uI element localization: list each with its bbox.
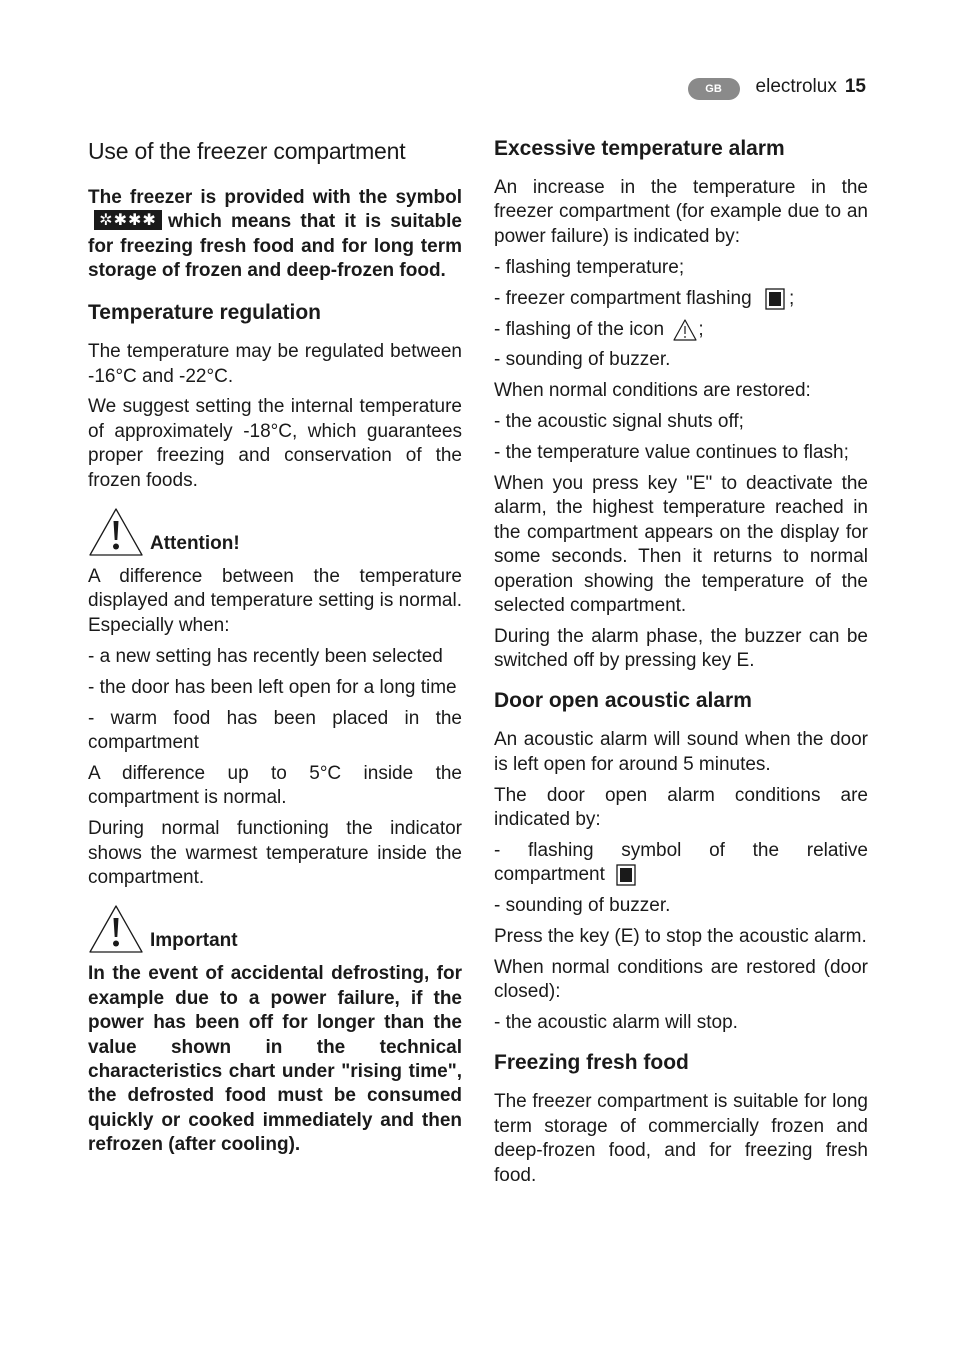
warning-triangle-icon [88,904,144,954]
intro-paragraph [88,186,462,284]
door-item-2: - sounding of buzzer. [494,895,671,917]
attention-paragraph-2: A difference up to 5°C inside the compartment is normal. [88,762,462,809]
alarm-warning-icon [673,319,697,341]
door-alarm-heading: Door open acoustic alarm [494,689,752,713]
alarm-item-6: - the temperature value continues to flash; [494,442,849,464]
four-star-freezer-icon: ✲✱✱✱ [94,210,162,230]
alarm-item-3-text: - flashing of the icon [494,318,665,340]
page-header [688,74,866,100]
attention-block [88,501,462,557]
door-paragraph-1: An acoustic alarm will sound when the door is left open for around 5 minutes. [494,729,868,775]
door-paragraph-4: When normal conditions are restored (door closed): [494,957,868,1003]
attention-label: Attention! [150,533,240,555]
door-item-3: - the acoustic alarm will stop. [494,1012,738,1034]
attention-item-2: - the door has been left open for a long time [88,676,457,698]
attention-item-3: - warm food has been placed in the compartment [88,707,462,753]
temp-paragraph-2: We suggest setting the internal temperature of approximately -18°C, which guarantees proper freezing and conservation of the frozen foods. [88,396,462,491]
compartment-indicator-icon [616,864,636,886]
attention-paragraph-3: During normal functioning the indicator shows the warmest temperature inside the compartment. [88,818,462,889]
fresh-food-heading: Freezing fresh food [494,1051,689,1075]
important-paragraph: In the event of accidental defrosting, for example due to a power failure, if the power has been off for longer than the value shown in the technical characteristics chart under "rising time", the defrosted food must be consumed quickly or cooked immediately and then refrozen (after cooling). [88,963,462,1156]
door-paragraph-2: The door open alarm conditions are indicated by: [494,784,868,831]
door-paragraph-3: Press the key (E) to stop the acoustic alarm. [494,926,867,948]
door-item-1-text: - flashing symbol of the relative compartment [494,839,868,886]
important-block [88,898,462,954]
warning-triangle-icon [88,507,144,557]
left-column [88,136,462,1164]
alarm-item-5: - the acoustic signal shuts off; [494,411,744,433]
alarm-item-2-end: ; [788,287,795,309]
alarm-item-2 [494,287,868,311]
temp-paragraph-1: The temperature may be regulated between -16°C and -22°C. [88,341,462,387]
important-label: Important [150,930,238,952]
intro-text-part1: The freezer is provided with the symbol [88,187,462,208]
alarm-item-3 [494,318,868,342]
compartment-indicator-icon [765,288,785,310]
alarm-item-2-text: - freezer compartment flashing [494,287,752,309]
brand-name: electrolux [755,76,837,97]
section-title: Use of the freezer compartment [88,138,406,164]
alarm-heading: Excessive temperature alarm [494,137,785,160]
alarm-paragraph-2: When normal conditions are restored: [494,380,811,402]
alarm-paragraph-1: An increase in the temperature in the freezer compartment (for example due to an power failure) is indicated by: [494,177,868,247]
intro-text-part2: which means that it is suitable for freezing fresh food and for long term storage of frozen and deep-frozen food. [88,211,462,282]
temp-regulation-heading: Temperature regulation [88,301,321,325]
alarm-paragraph-3: When you press key "E" to deactivate the alarm, the highest temperature reached in the compartment appears on the display for some seconds. Then it returns to normal operation showing the temperature of the selected compartment. [494,473,868,617]
alarm-item-1: - flashing temperature; [494,256,685,278]
alarm-item-3-end: ; [698,318,704,340]
language-badge: GB [688,78,740,100]
page-number: 15 [844,76,866,97]
door-item-1 [494,839,868,888]
attention-item-1: - a new setting has recently been selected [88,645,443,667]
attention-paragraph-1: A difference between the temperature displayed and temperature setting is normal. Especially when: [88,566,462,636]
fresh-food-paragraph: The freezer compartment is suitable for long term storage of commercially frozen and deep-frozen food, and for freezing fresh food. [494,1091,868,1186]
right-column [494,136,868,1194]
alarm-item-4: - sounding of buzzer. [494,349,671,371]
alarm-paragraph-4: During the alarm phase, the buzzer can be switched off by pressing key E. [494,626,868,672]
